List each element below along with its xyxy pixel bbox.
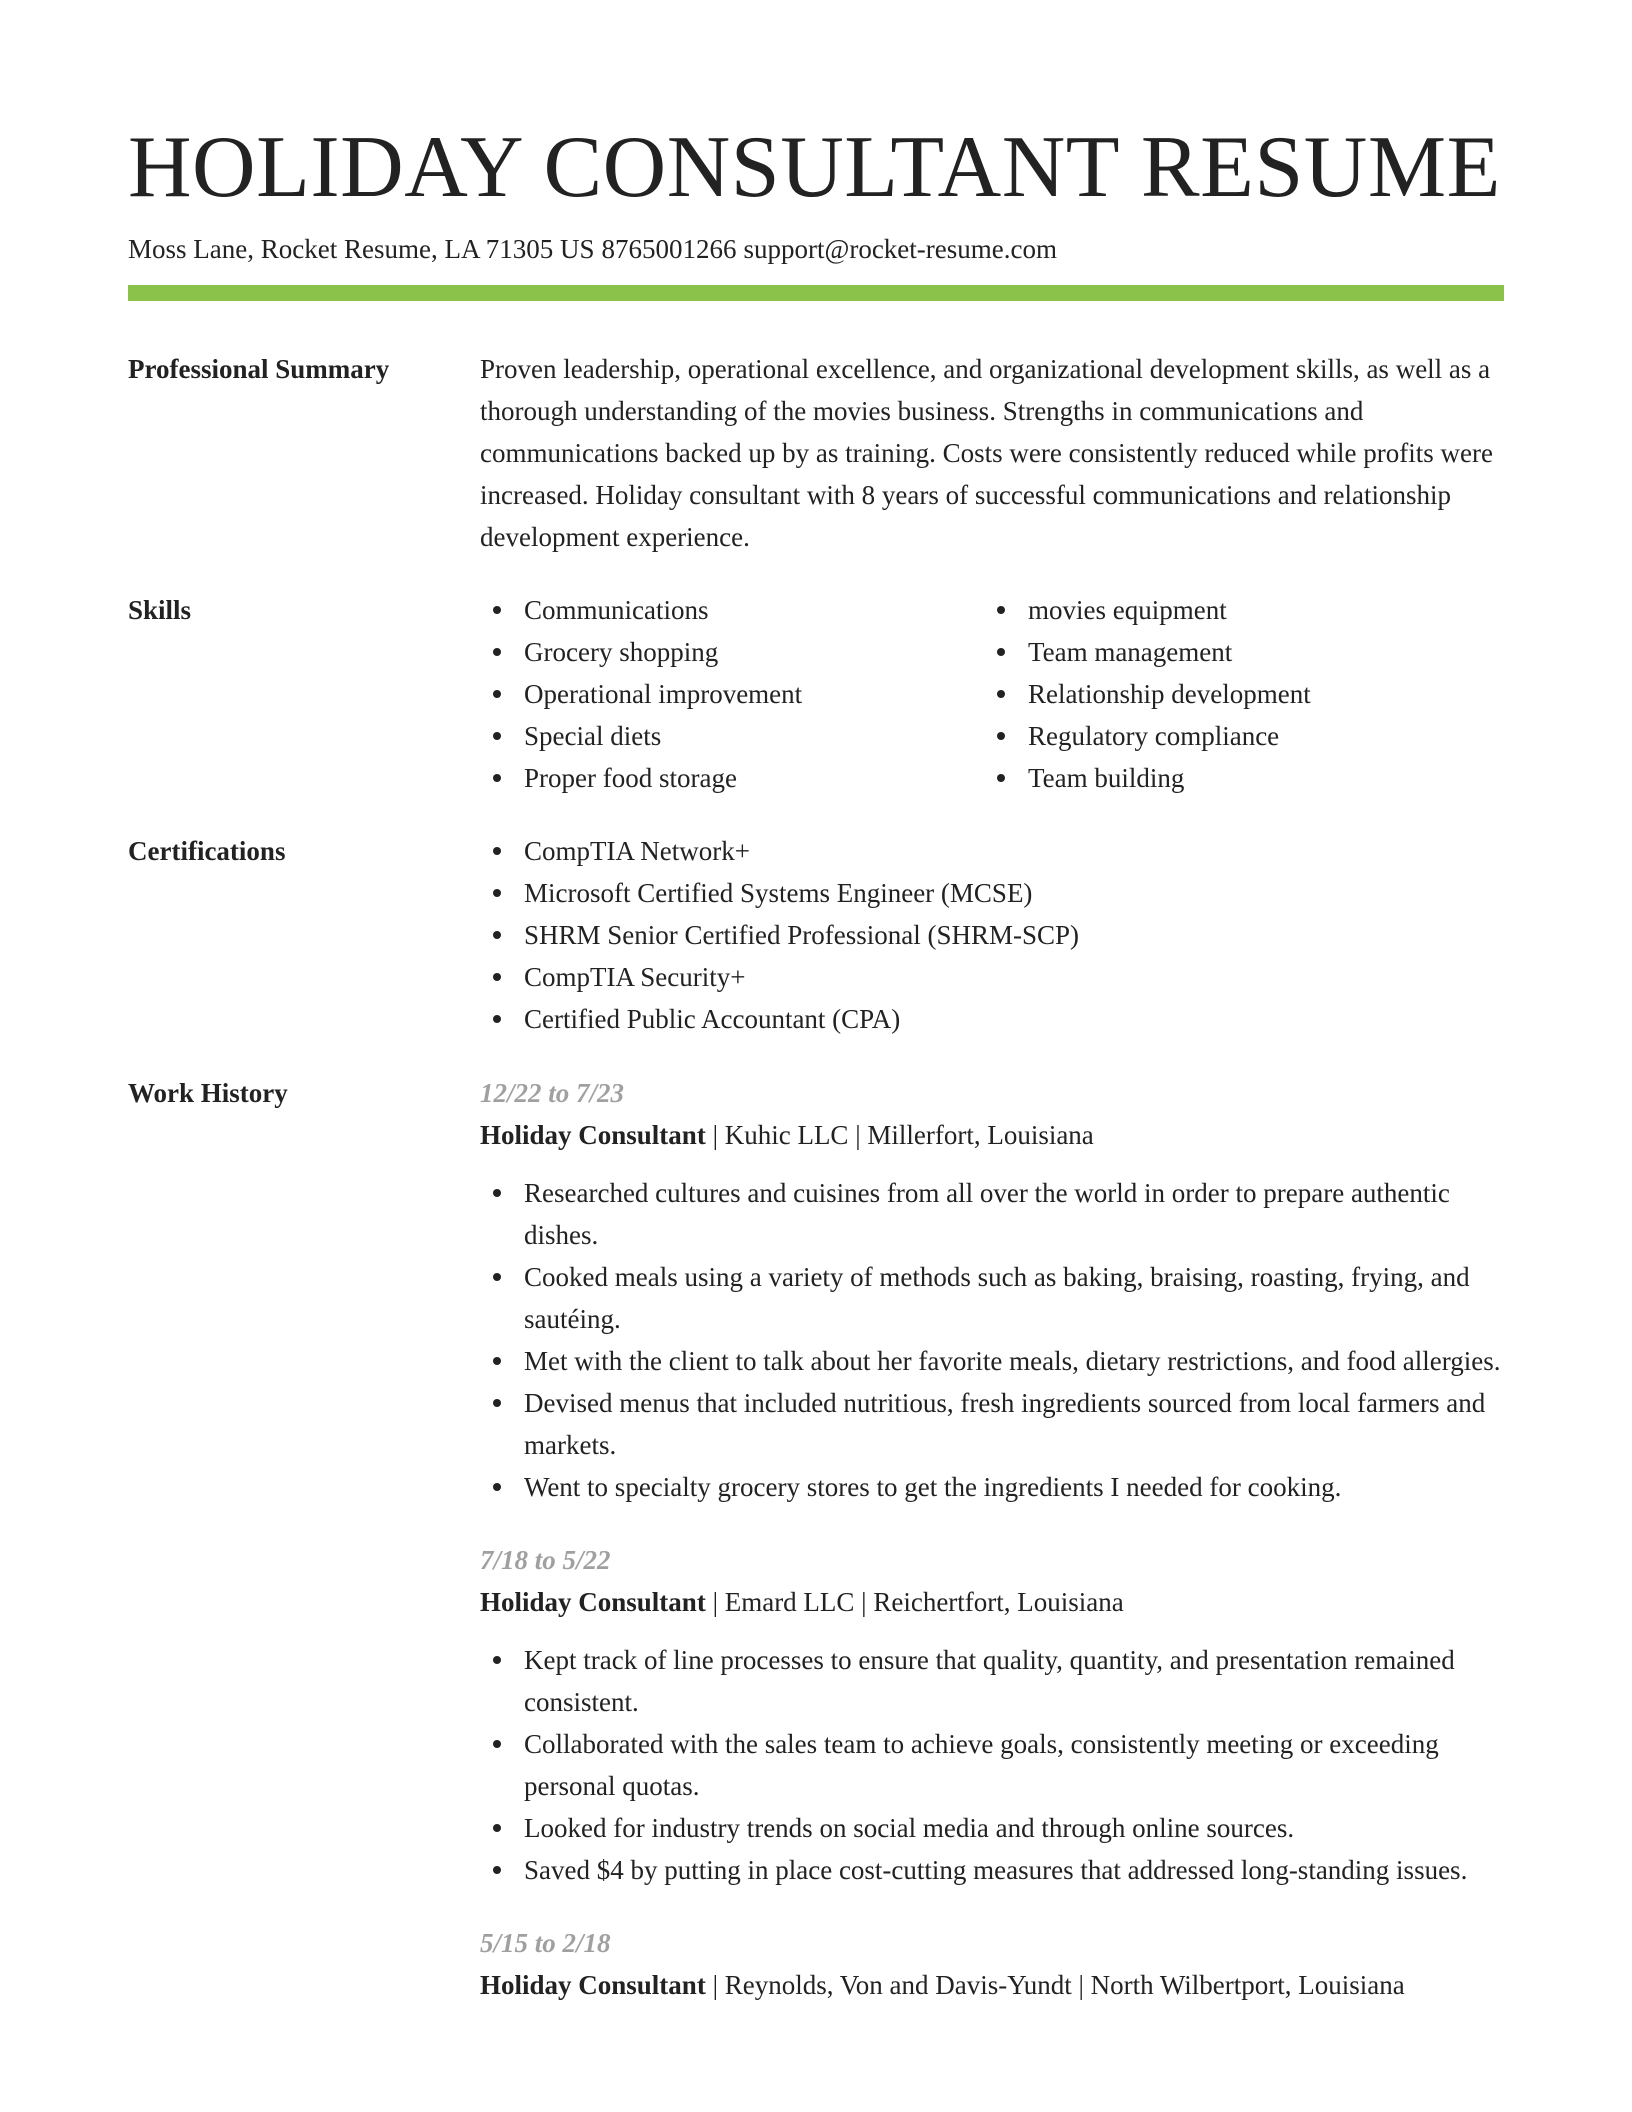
contact-line (128, 232, 1057, 266)
skill-item: Special diets (480, 715, 984, 757)
job-heading (480, 1581, 1504, 1623)
skill-item: Operational improvement (480, 673, 984, 715)
job-bullet: Met with the client to talk about her favorite meals, dietary restrictions, and food allergies. (480, 1340, 1504, 1382)
job-bullets (480, 1172, 1504, 1508)
certification-item: Certified Public Accountant (CPA) (480, 998, 1504, 1040)
certification-item: CompTIA Security+ (480, 956, 1504, 998)
contact-email: support@rocket-resume.com (743, 234, 1057, 264)
summary-text: Proven leadership, operational excellence, and organizational development skills, as well as a thorough understanding of the movies business. Strengths in communications and communications backed up by as training. Costs were consistently reduced while profits were increased. Holiday consultant with 8 years of successful communications and relationship development experience. (480, 354, 1493, 552)
resume-title: HOLIDAY CONSULTANT RESUME (128, 119, 1501, 216)
skill-item: Communications (480, 589, 984, 631)
certification-item: CompTIA Network+ (480, 830, 1504, 872)
job-dates: 5/15 to 2/18 (480, 1928, 611, 1958)
job-dates: 12/22 to 7/23 (480, 1078, 625, 1108)
job-heading (480, 1114, 1504, 1156)
skill-item: Proper food storage (480, 757, 984, 799)
certification-item: Microsoft Certified Systems Engineer (MCSE) (480, 872, 1504, 914)
work-history-heading: Work History (128, 1078, 288, 1108)
job-bullet: Devised menus that included nutritious, fresh ingredients sourced from local farmers and markets. (480, 1382, 1504, 1466)
contact-phone: 8765001266 (601, 234, 737, 264)
skills-columns (480, 589, 1504, 799)
skill-item: Grocery shopping (480, 631, 984, 673)
work-history-body (480, 1072, 1504, 2006)
skill-item: movies equipment (984, 589, 1488, 631)
skills-list-right (984, 589, 1488, 799)
job-bullet: Kept track of line processes to ensure that quality, quantity, and presentation remained consistent. (480, 1639, 1504, 1723)
job-dates: 7/18 to 5/22 (480, 1545, 611, 1575)
job-heading (480, 1964, 1504, 2006)
job-details: | Emard LLC | Reichertfort, Louisiana (705, 1587, 1124, 1617)
job-entry (480, 1072, 1504, 1508)
certification-item: SHRM Senior Certified Professional (SHRM-SCP) (480, 914, 1504, 956)
certifications-body (480, 830, 1504, 1040)
job-bullets (480, 1639, 1504, 1891)
job-title: Holiday Consultant (480, 1120, 706, 1150)
job-details: | Kuhic LLC | Millerfort, Louisiana (705, 1120, 1094, 1150)
skill-item: Team building (984, 757, 1488, 799)
skills-list-left (480, 589, 984, 799)
skill-item: Relationship development (984, 673, 1488, 715)
certifications-list (480, 830, 1504, 1040)
header-divider (128, 285, 1504, 301)
job-title: Holiday Consultant (480, 1587, 706, 1617)
job-bullet: Cooked meals using a variety of methods such as baking, braising, roasting, frying, and sautéing. (480, 1256, 1504, 1340)
job-entry (480, 1922, 1504, 2006)
skills-heading: Skills (128, 595, 192, 625)
job-bullet: Collaborated with the sales team to achieve goals, consistently meeting or exceeding personal quotas. (480, 1723, 1504, 1807)
skill-item: Team management (984, 631, 1488, 673)
job-bullet: Went to specialty grocery stores to get the ingredients I needed for cooking. (480, 1466, 1504, 1508)
job-title: Holiday Consultant (480, 1970, 706, 2000)
job-details: | Reynolds, Von and Davis-Yundt | North Wilbertport, Louisiana (705, 1970, 1405, 2000)
job-bullet: Saved $4 by putting in place cost-cutting measures that addressed long-standing issues. (480, 1849, 1504, 1891)
summary-heading: Professional Summary (128, 354, 390, 384)
contact-address: Moss Lane, Rocket Resume, LA 71305 US (128, 234, 595, 264)
skill-item: Regulatory compliance (984, 715, 1488, 757)
certifications-heading: Certifications (128, 836, 286, 866)
job-bullet: Looked for industry trends on social media and through online sources. (480, 1807, 1504, 1849)
job-bullet: Researched cultures and cuisines from all over the world in order to prepare authentic dishes. (480, 1172, 1504, 1256)
job-entry (480, 1539, 1504, 1891)
